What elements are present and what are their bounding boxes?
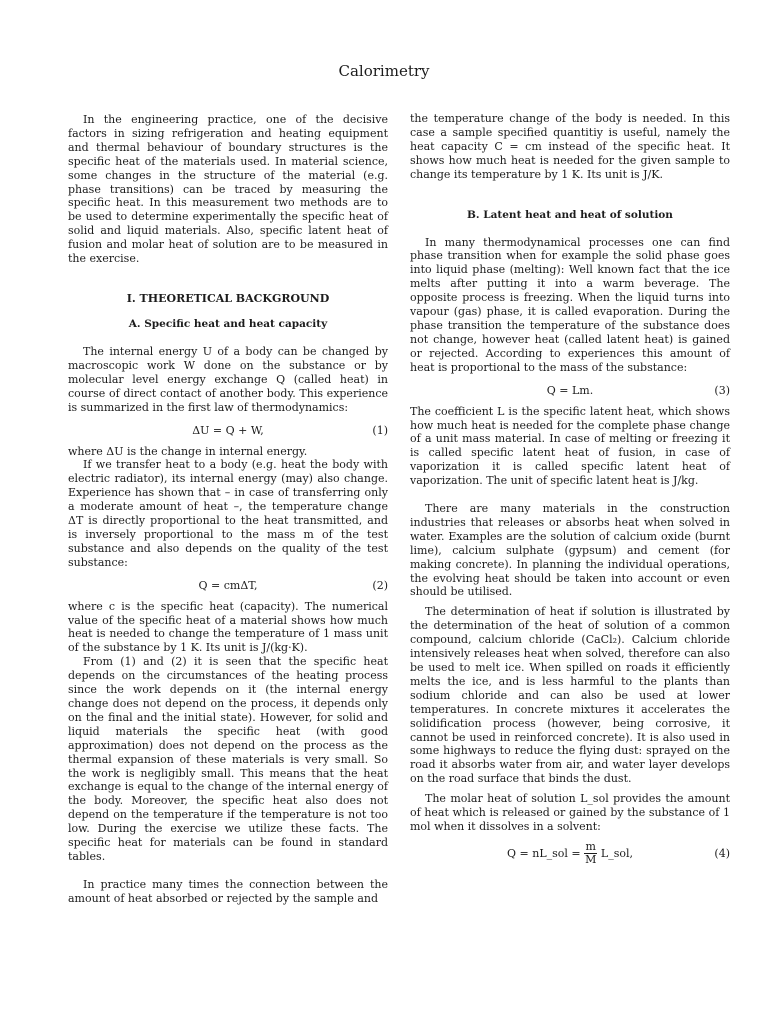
equation-3-body: Q = Lm. <box>546 383 594 397</box>
equation-4-denominator: M <box>585 853 597 867</box>
equation-4-number: (4) <box>714 846 730 860</box>
paragraph-heat-capacity: the temperature change of the body is needed. In this case a sample specified quantitiy is useful, namely the heat capacity C = cm instead of the specific heat. It shows how much heat is needed for the given sample to change its temperature by 1 K. Its unit is J/K. <box>410 112 730 181</box>
subsection-heading-specific-heat: A. Specific heat and heat capacity <box>128 317 328 330</box>
page-title: Calorimetry <box>338 62 430 80</box>
paragraph-delta-u: where ΔU is the change in internal energy. <box>68 444 308 458</box>
equation-1-number: (1) <box>372 423 388 437</box>
equation-4-rhs: L_sol, <box>600 846 633 860</box>
paragraph-specific-heat-definition: where c is the specific heat (capacity). The numerical value of the specific heat of a material shows how much heat is needed to change the temperature of 1 mass unit of the substance by 1 K. Its unit is J/(kg·K). <box>68 599 388 655</box>
equation-4-fraction <box>584 841 597 866</box>
paragraph-phase-transition: In many thermodynamical processes one can find phase transition when for example the solid phase goes into liquid phase (melting): Well known fact that the ice melts after putting it into a warm beverage. The opposite process is freezing. When the liquid turns into vapour (gas) phase, it is called evaporation. During the phase transition the temperature of the substance does not change, however heat (called latent heat) is gained or rejected. According to experiences this amount of heat is proportional to the mass of the substance: <box>410 235 730 374</box>
paragraph-process-dependence: From (1) and (2) it is seen that the specific heat depends on the circumstances of the heating process since the work depends on it (the internal energy change does not depend on the process, it depends only on the final and the initial state). However, for solid and liquid materials the specific heat (with good approximation) does not depend on the process as the thermal expansion of these materials is very small. So the work is negligibly small. This means that the heat exchange is equal to the change of the internal energy of the body. Moreover, the specific heat also does not depend on the temperature if the temperature is not too low. During the exercise we utilize these facts. The specific heat for materials can be found in standard tables. <box>68 655 388 863</box>
equation-4-lhs: Q = nL_sol = <box>507 846 581 860</box>
section-heading-theoretical-background: I. THEORETICAL BACKGROUND <box>126 291 330 305</box>
equation-2-body: Q = cmΔT, <box>198 578 258 592</box>
left-column <box>68 113 388 906</box>
equation-3 <box>410 381 730 401</box>
paragraph-heat-transfer: If we transfer heat to a body (e.g. heat the body with electric radiator), its internal energy (may) also change. Experience has shown that – in case of transferring only a moderate amount of heat –, the temperature change ΔT is directly proportional to the heat transmitted, and is inversely proportional to the mass m of the test substance and also depends on the quality of the test substance: <box>68 458 388 569</box>
equation-1-body: ΔU = Q + W, <box>192 423 264 437</box>
paragraph-latent-heat-coefficient: The coefficient L is the specific latent heat, which shows how much heat is needed for the complete phase change of a unit mass material. In case of melting or freezing it is called specific latent heat of fusion, in case of vaporization it is called specific latent heat of vaporization. The unit of specific latent heat is J/kg. <box>410 404 730 488</box>
equation-4-numerator: m <box>585 840 596 854</box>
equation-3-number: (3) <box>714 383 730 397</box>
paragraph-practice: In practice many times the connection between the amount of heat absorbed or rejected by the sample and <box>68 877 388 905</box>
equation-1 <box>68 421 388 441</box>
equation-2 <box>68 576 388 596</box>
paragraph-internal-energy: The internal energy U of a body can be changed by macroscopic work W done on the substance or by molecular level energy exchange Q (called heat) in course of direct contact of another body. This experience is summarized in the first law of thermodynamics: <box>68 344 388 414</box>
paragraph-calcium-chloride: The determination of heat if solution is illustrated by the determination of the heat of solution of a common compound, calcium chloride (CaCl₂). Calcium chloride intensively releases heat when solved, therefore can also be used to melt ice. When spilled on roads it efficiently melts the ice, and is less harmful to the plants than sodium chloride and can also be used at lower temperatures. In concrete mixtures it accelerates the solidification process (however, being corrosive, it cannot be used in reinforced concrete). It is also used in some highways to reduce the flying dust: sprayed on the road it absorbs water from air, and water layer develops on the road surface that binds the dust. <box>410 605 730 786</box>
right-column <box>410 112 730 872</box>
intro-paragraph: In the engineering practice, one of the decisive factors in sizing refrigeration and heating equipment and thermal behaviour of boundary structures is the specific heat of the materials used. In material science, some changes in the structure of the material (e.g. phase transitions) can be traced by measuring the specific heat. In this measurement two methods are to be used to determine experimentally the specific heat of solid and liquid materials. Also, specific latent heat of fusion and molar heat of solution are to be measured in the exercise. <box>68 113 388 266</box>
subsection-heading-latent-heat: B. Latent heat and heat of solution <box>467 208 673 221</box>
equation-2-number: (2) <box>372 578 388 592</box>
equation-4 <box>410 840 730 868</box>
paragraph-molar-heat: The molar heat of solution L_sol provides the amount of heat which is released or gained by the substance of 1 mol when it dissolves in a solvent: <box>410 792 730 833</box>
paragraph-construction-materials: There are many materials in the construction industries that releases or absorbs heat when solved in water. Examples are the solution of calcium oxide (burnt lime), calcium sulphate (gypsum) and cement (for making concrete). In planning the individual operations, the evolving heat should be taken into account or even should be utilised. <box>410 502 730 599</box>
